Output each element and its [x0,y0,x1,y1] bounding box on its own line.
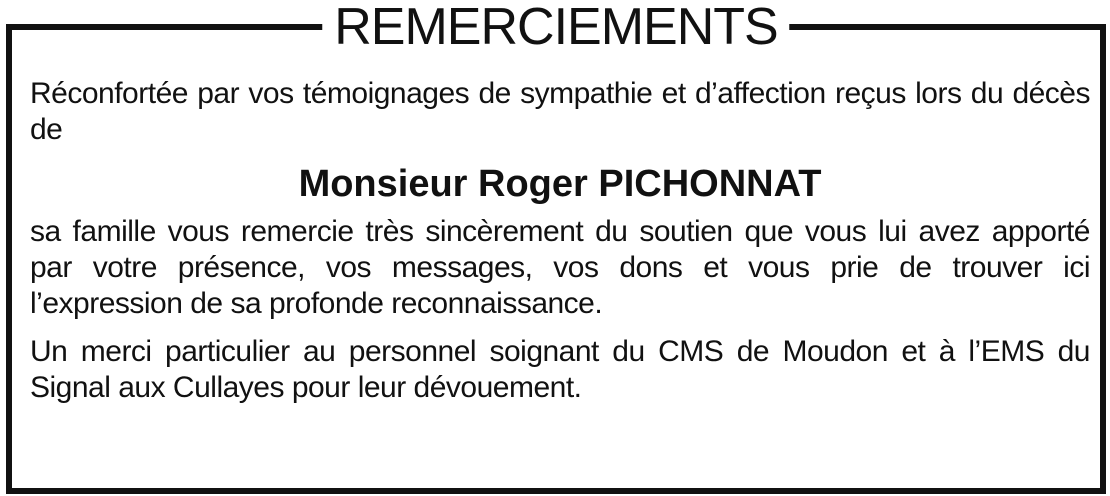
body-paragraph: sa famille vous remercie très sincèrement du soutien que vous lui avez apporté par votre présence, vos messages, vos dons et vous prie de trouver ici l’expression de sa profonde reconnaissance. [30,215,1090,320]
intro-paragraph: Réconfortée par vos témoignages de sympathie et d’affection reçus lors du décès de [30,77,1090,146]
notice-title: REMERCIEMENTS [322,0,789,57]
notice-content [30,76,1090,406]
deceased-name: Monsieur Roger PICHONNAT [298,163,822,205]
paragraph-gap [30,322,1090,334]
thanks-paragraph: Un merci particulier au personnel soignant du CMS de Moudon et à l’EMS du Signal aux Cullayes pour leur dévouement. [30,335,1090,404]
notice-frame [6,0,1106,494]
